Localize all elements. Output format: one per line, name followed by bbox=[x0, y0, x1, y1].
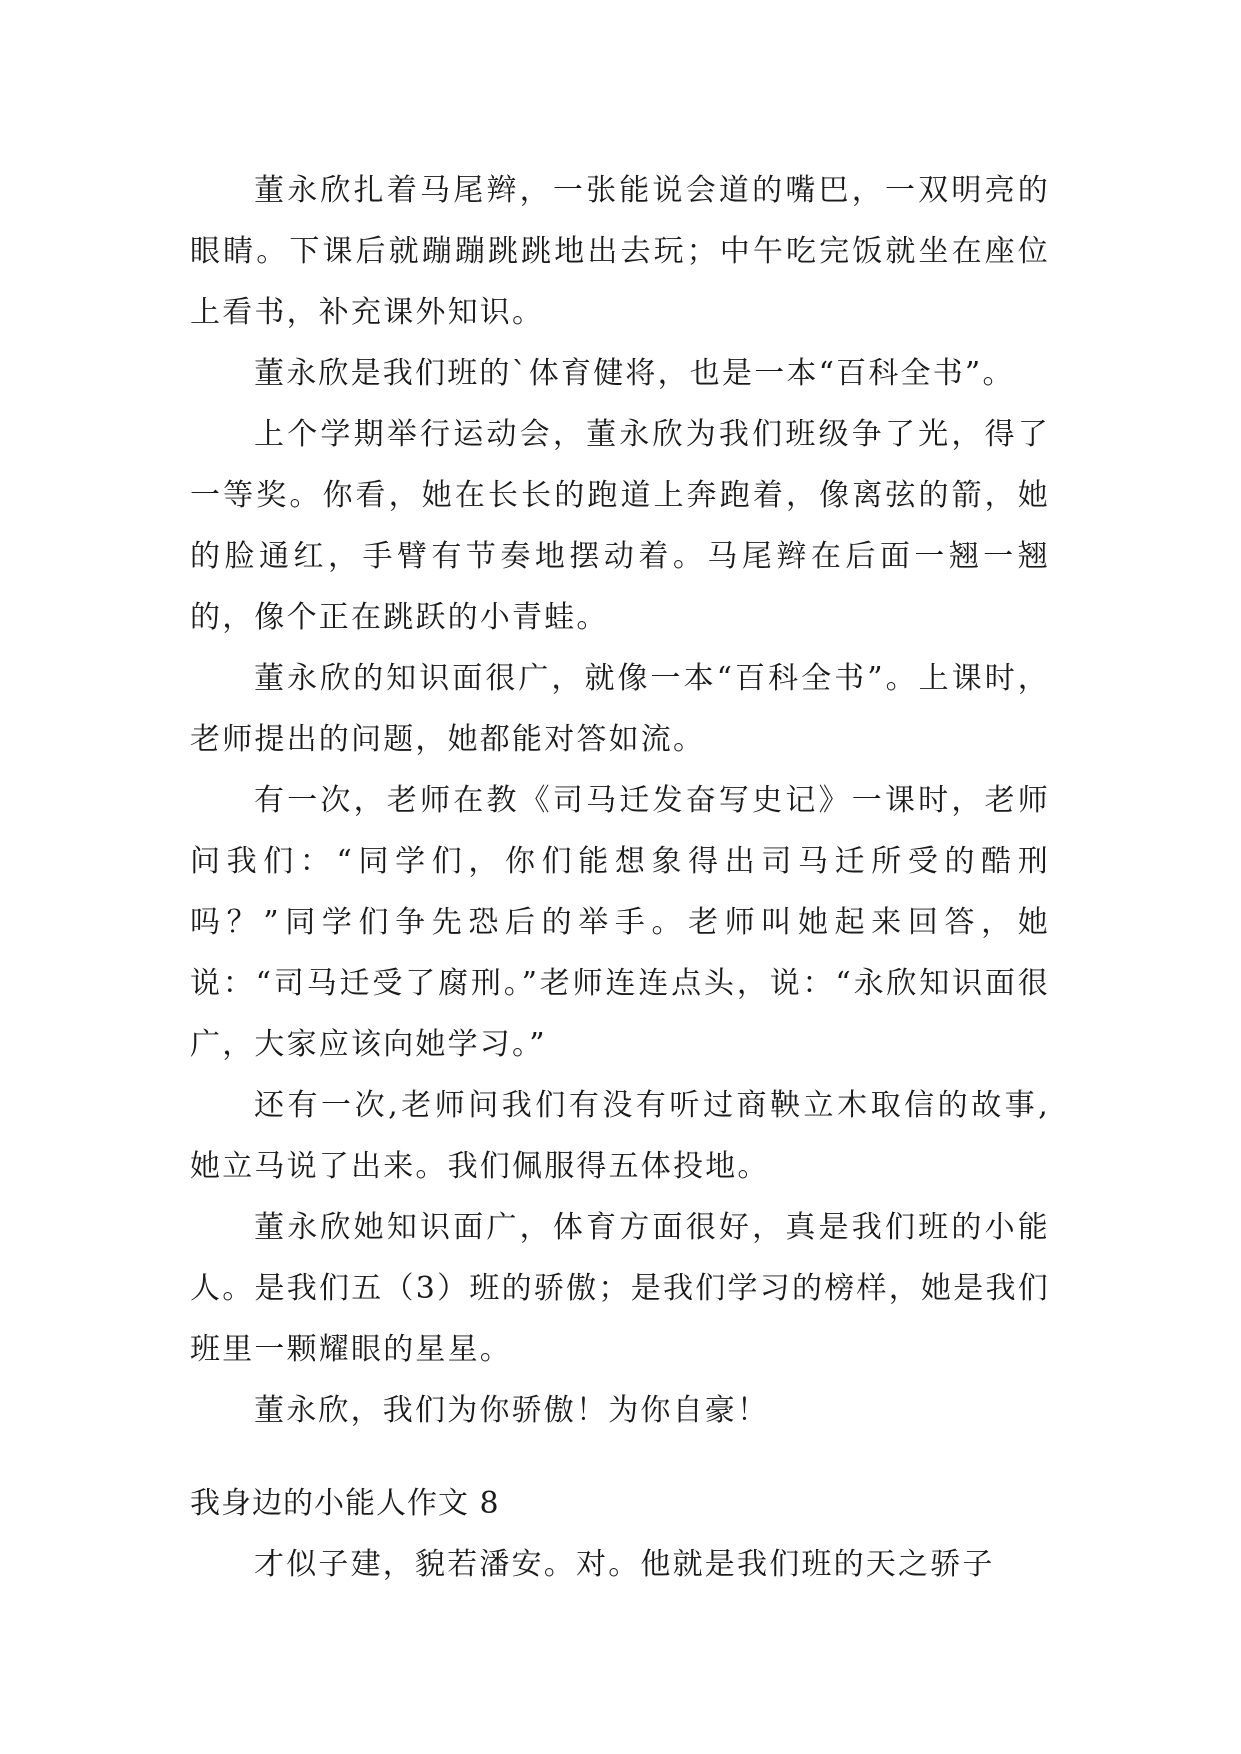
document-page bbox=[190, 160, 1050, 1595]
paragraph: 上个学期举行运动会，董永欣为我们班级争了光，得了一等奖。你看，她在长长的跑道上奔跑着，像离弦的箭，她的脸通红，手臂有节奏地摆动着。马尾辫在后面一翘一翘的，像个正在跳跃的小青蛙。 bbox=[190, 417, 1050, 635]
paragraph: 董永欣是我们班的`体育健将，也是一本“百科全书”。 bbox=[254, 356, 1015, 391]
paragraph: 董永欣，我们为你骄傲！为你自豪！ bbox=[254, 1393, 770, 1428]
paragraph: 有一次，老师在教《司马迁发奋写史记》一课时，老师问我们：“同学们，你们能想象得出司马迁所受的酷刑吗？”同学们争先恐后的举手。老师叫她起来回答，她说：“司马迁受了腐刑。”老师连连点头，说：“永欣知识面很广，大家应该向她学习。” bbox=[190, 783, 1050, 1062]
paragraph: 董永欣她知识面广，体育方面很好，真是我们班的小能人。是我们五（3）班的骄傲；是我们学习的榜样，她是我们班里一颗耀眼的星星。 bbox=[190, 1210, 1050, 1367]
paragraph: 董永欣的知识面很广，就像一本“百科全书”。上课时，老师提出的问题，她都能对答如流。 bbox=[190, 661, 1050, 757]
section-heading: 我身边的小能人作文 8 bbox=[190, 1486, 500, 1521]
paragraph: 董永欣扎着马尾辫，一张能说会道的嘴巴，一双明亮的眼睛。下课后就蹦蹦跳跳地出去玩；中午吃完饭就坐在座位上看书，补充课外知识。 bbox=[190, 173, 1050, 330]
paragraph: 才似子建，貌若潘安。对。他就是我们班的天之骄子 bbox=[254, 1547, 995, 1582]
paragraph: 还有一次,老师问我们有没有听过商鞅立木取信的故事,她立马说了出来。我们佩服得五体投地。 bbox=[190, 1088, 1050, 1184]
